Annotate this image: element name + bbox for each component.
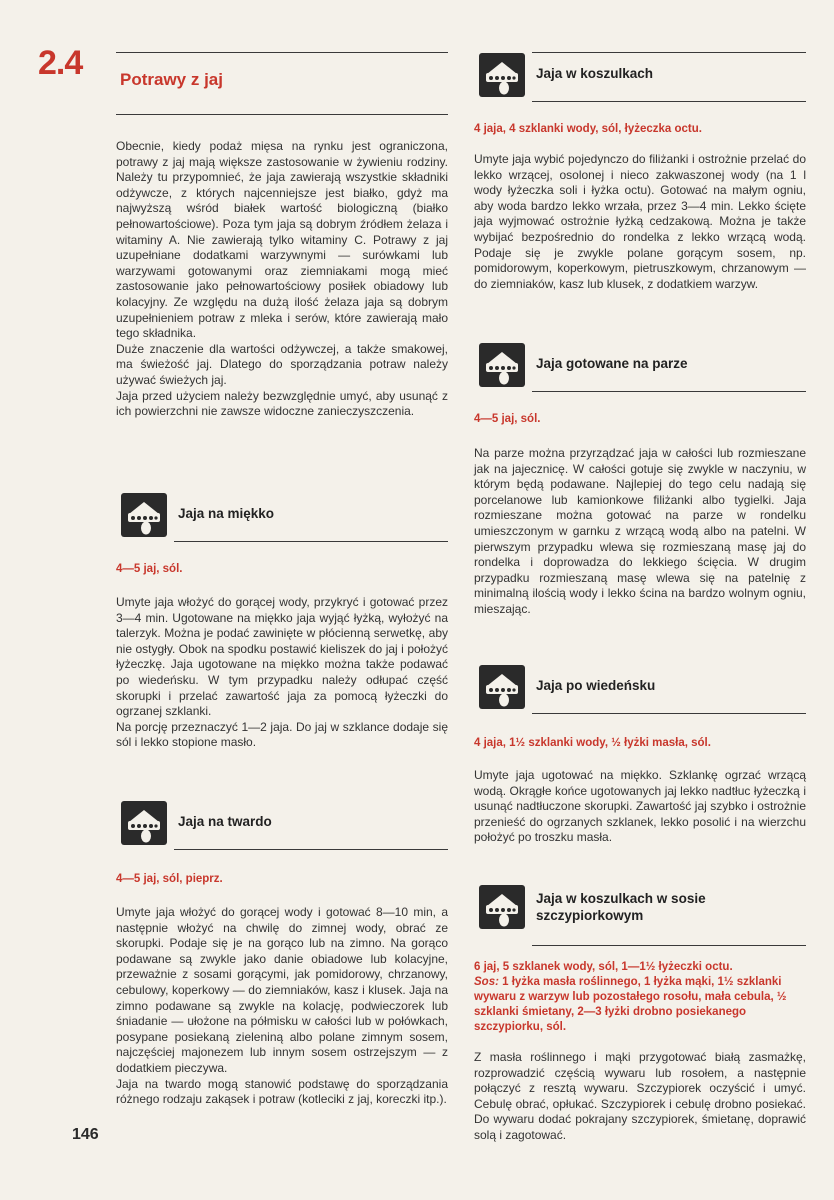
page-number: 146	[72, 1126, 99, 1143]
ingredients: 4 jaja, 1½ szklanki wody, ½ łyżki masła, sól.	[474, 737, 711, 749]
recipe-title: Jaja po wiedeńsku	[536, 678, 656, 693]
divider	[532, 52, 806, 53]
sauce-label: Sos:	[474, 976, 499, 988]
sauce-ingredients: 1 łyżka masła roślinnego, 1 łyżka mąki, 1½ szklanki wywaru z warzyw lub pozostałego rosołu, mała cebula, ½ szklanki śmietany, 2—3 łyżki drobno posiekanego szczypiorku, sól.	[474, 976, 787, 1033]
recipe-body	[474, 152, 806, 292]
ingredients: 4 jaja, 4 szklanki wody, sól, łyżeczka octu.	[474, 123, 702, 135]
divider	[532, 713, 806, 714]
recipe-header	[474, 664, 806, 714]
recipe-body	[474, 446, 806, 618]
divider	[532, 391, 806, 392]
divider	[174, 849, 448, 850]
recipe-header	[474, 342, 806, 392]
ingredients-main: 6 jaj, 5 szklanek wody, sól, 1—1½ łyżeczki octu.	[474, 961, 733, 973]
divider	[532, 101, 806, 102]
section-title: Potrawy z jaj	[120, 70, 223, 89]
recipe-header	[474, 884, 806, 946]
ingredients: 4—5 jaj, sól.	[474, 413, 541, 425]
recipe-paragraph: Umyte jaja ugotować na miękko. Szklankę ogrzać wrzącą wodą. Okrągłe końce ugotowanych jaj lekko nadtłuc łyżeczką i usunąć nadtłuczone skorupki. Zawartość jaj szybko i ostrożnie przenieść do ogrzanych szklanek, lekko posolić i na wierzchu położyć po troszku masła.	[474, 768, 806, 845]
intro-paragraph: Jaja przed użyciem należy bezwzględnie umyć, aby usunąć z ich powierzchni nie zawsze widoczne zanieczyszczenia.	[116, 388, 448, 419]
pot-egg-icon	[478, 664, 526, 710]
ingredients: 4—5 jaj, sól, pieprz.	[116, 873, 223, 885]
divider	[116, 114, 448, 115]
recipe-paragraph: Na parze można przyrządzać jaja w całości lub rozmieszane jak na jajecznicę. W całości gotuje się zwykle w naczyniu, w którym będą podawane. Najlepiej do tego celu nadają się porcelanowe lub kamionkowe filiżanki albo tygielki. Jaja rozmieszane można gotować na parze w rondelku umieszczonym w garnku z wrzącą wodą albo na patelni. W pierwszym przypadku wlewa się rozmieszaną masę jaj do rondelka i doprowadza do lekkiego ścięcia. W drugim przypadku rozmieszaną masę wlewa się na patelnię z minimalną ilością wody i lekko ścina na bardzo wolnym ogniu, mieszając.	[474, 446, 806, 616]
recipe-header	[474, 52, 806, 102]
intro-text	[116, 139, 448, 420]
pot-egg-icon	[478, 52, 526, 98]
recipe-header	[116, 800, 448, 850]
recipe-paragraph: Umyte jaja włożyć do gorącej wody, przykryć i gotować przez 3—4 min. Ugotowane na miękko jaja wyjąć łyżką, wyłożyć na talerzyk. Można je podać zawinięte w płócienną serwetkę, aby nie ostygły. Obok na spodku postawić kieliszek do jaj i położyć łyżeczkę. Jaja ugotowane na miękko można także podawać po wiedeńsku. W tym przypadku należy odłupać część skorupki i przelać zawartość jaja za pomocą łyżeczki do ogrzanej szklanki.	[116, 595, 448, 719]
recipe-title: Jaja w koszulkach	[536, 66, 654, 81]
pot-egg-icon	[478, 342, 526, 388]
recipe-paragraph: Na porcję przeznaczyć 1—2 jaja. Do jaj w szklance dodaje się sól i lekko stopione masło.	[116, 719, 448, 750]
pot-egg-icon	[120, 492, 168, 538]
recipe-paragraph: Jaja na twardo mogą stanowić podstawę do sporządzania różnego rodzaju zakąsek i potraw (kotleciki z jaj, koreczki itp.).	[116, 1076, 448, 1107]
recipe-body	[116, 905, 448, 1108]
recipe-header	[116, 492, 448, 542]
recipe-title: Jaja w koszulkach w sosie szczypiorkowym	[536, 891, 706, 923]
ingredients	[474, 960, 806, 1035]
recipe-body	[474, 768, 806, 846]
pot-egg-icon	[478, 884, 526, 930]
intro-paragraph: Obecnie, kiedy podaż mięsa na rynku jest ograniczona, potrawy z jaj mają większe zastosowanie w żywieniu rodziny. Należy tu przypomnieć, że jaja zawierają wszystkie składniki odżywcze, z których najcenniejsze jest białko, gdyż ma najwyższą wśród białek wartość biologiczną (białko pełnowartościowe). Poza tym jaja są dobrym źródłem żelaza i witaminy A. Nie zawierają tylko witaminy C. Potrawy z jaj uzupełniane dodatkami warzywnymi — surówkami lub warzywami gotowanymi oraz ziemniakami mogą mieć zastosowanie jako pełnowartościowy posiłek obiadowy lub kolacyjny. Ze względu na dużą ilość żelaza jaja są dobrym uzupełnieniem potraw z mleka i serów, które zawierają mało tego składnika.	[116, 139, 448, 341]
ingredients: 4—5 jaj, sól.	[116, 563, 183, 575]
recipe-paragraph: Umyte jaja wybić pojedynczo do filiżanki i ostrożnie przelać do lekko wrzącej, osolonej i nieco zakwaszonej wody (na 1 l wody łyżeczka soli i łyżka octu). Gotować na małym ogniu, aby woda bardzo lekko wrzała, przez 3—4 min. Lekko ścięte jaja wyjmować ostrożnie łyżką cedzakową. Można je także wybijać bezpośrednio do rondelka z lekko wrzącą wodą. Podaje się je zwykle polane gorącym sosem, np. pomidorowym, koperkowym, pietruszkowym, chrzanowym — do ziemniaków, kasz lub klusek, z dodatkiem warzyw.	[474, 152, 806, 291]
chapter-number: 2.4	[38, 44, 83, 82]
recipe-title: Jaja na twardo	[178, 814, 272, 829]
recipe-body	[474, 1050, 806, 1144]
recipe-paragraph: Umyte jaja włożyć do gorącej wody i gotować 8—10 min, a następnie włożyć na chwilę do zimnej wody, obrać ze skorupki. Podaje się je na gorąco lub na zimno. Na gorąco podawane są zwykle jako danie obiadowe lub kolacyjne, przeważnie z sosami gorącymi, jak pomidorowy, chrzanowy, cebulowy, koperkowy — do ziemniaków, kasz i klusek. Jaja na zimno podawane są zwykle na kolację, podwieczorek lub śniadanie — ułożone na półmisku w całości lub w połówkach, posypane posiekaną zieleniną albo polane zimnym sosem, najczęściej majonezem lub innym sosem ostrzejszym — z dodatkiem pieczywa.	[116, 905, 448, 1075]
intro-paragraph: Duże znaczenie dla wartości odżywczej, a także smakowej, ma świeżość jaj. Dlatego do sporządzania potraw należy używać świeżych jaj.	[116, 341, 448, 387]
recipe-title: Jaja na miękko	[178, 506, 275, 521]
divider	[174, 541, 448, 542]
recipe-paragraph: Z masła roślinnego i mąki przygotować białą zasmażkę, rozprowadzić częścią wywaru lub rosołem, a następnie połączyć z resztą wywaru. Szczypiorek oczyścić i umyć. Cebulę obrać, opłukać. Szczypiorek i cebulę drobno posiekać. Do wywaru dodać pokrajany szczypiorek, śmietanę, doprawić solą i zagotować.	[474, 1050, 806, 1142]
divider	[532, 945, 806, 946]
recipe-body	[116, 595, 448, 751]
pot-egg-icon	[120, 800, 168, 846]
recipe-title: Jaja gotowane na parze	[536, 356, 688, 371]
divider	[116, 52, 448, 53]
